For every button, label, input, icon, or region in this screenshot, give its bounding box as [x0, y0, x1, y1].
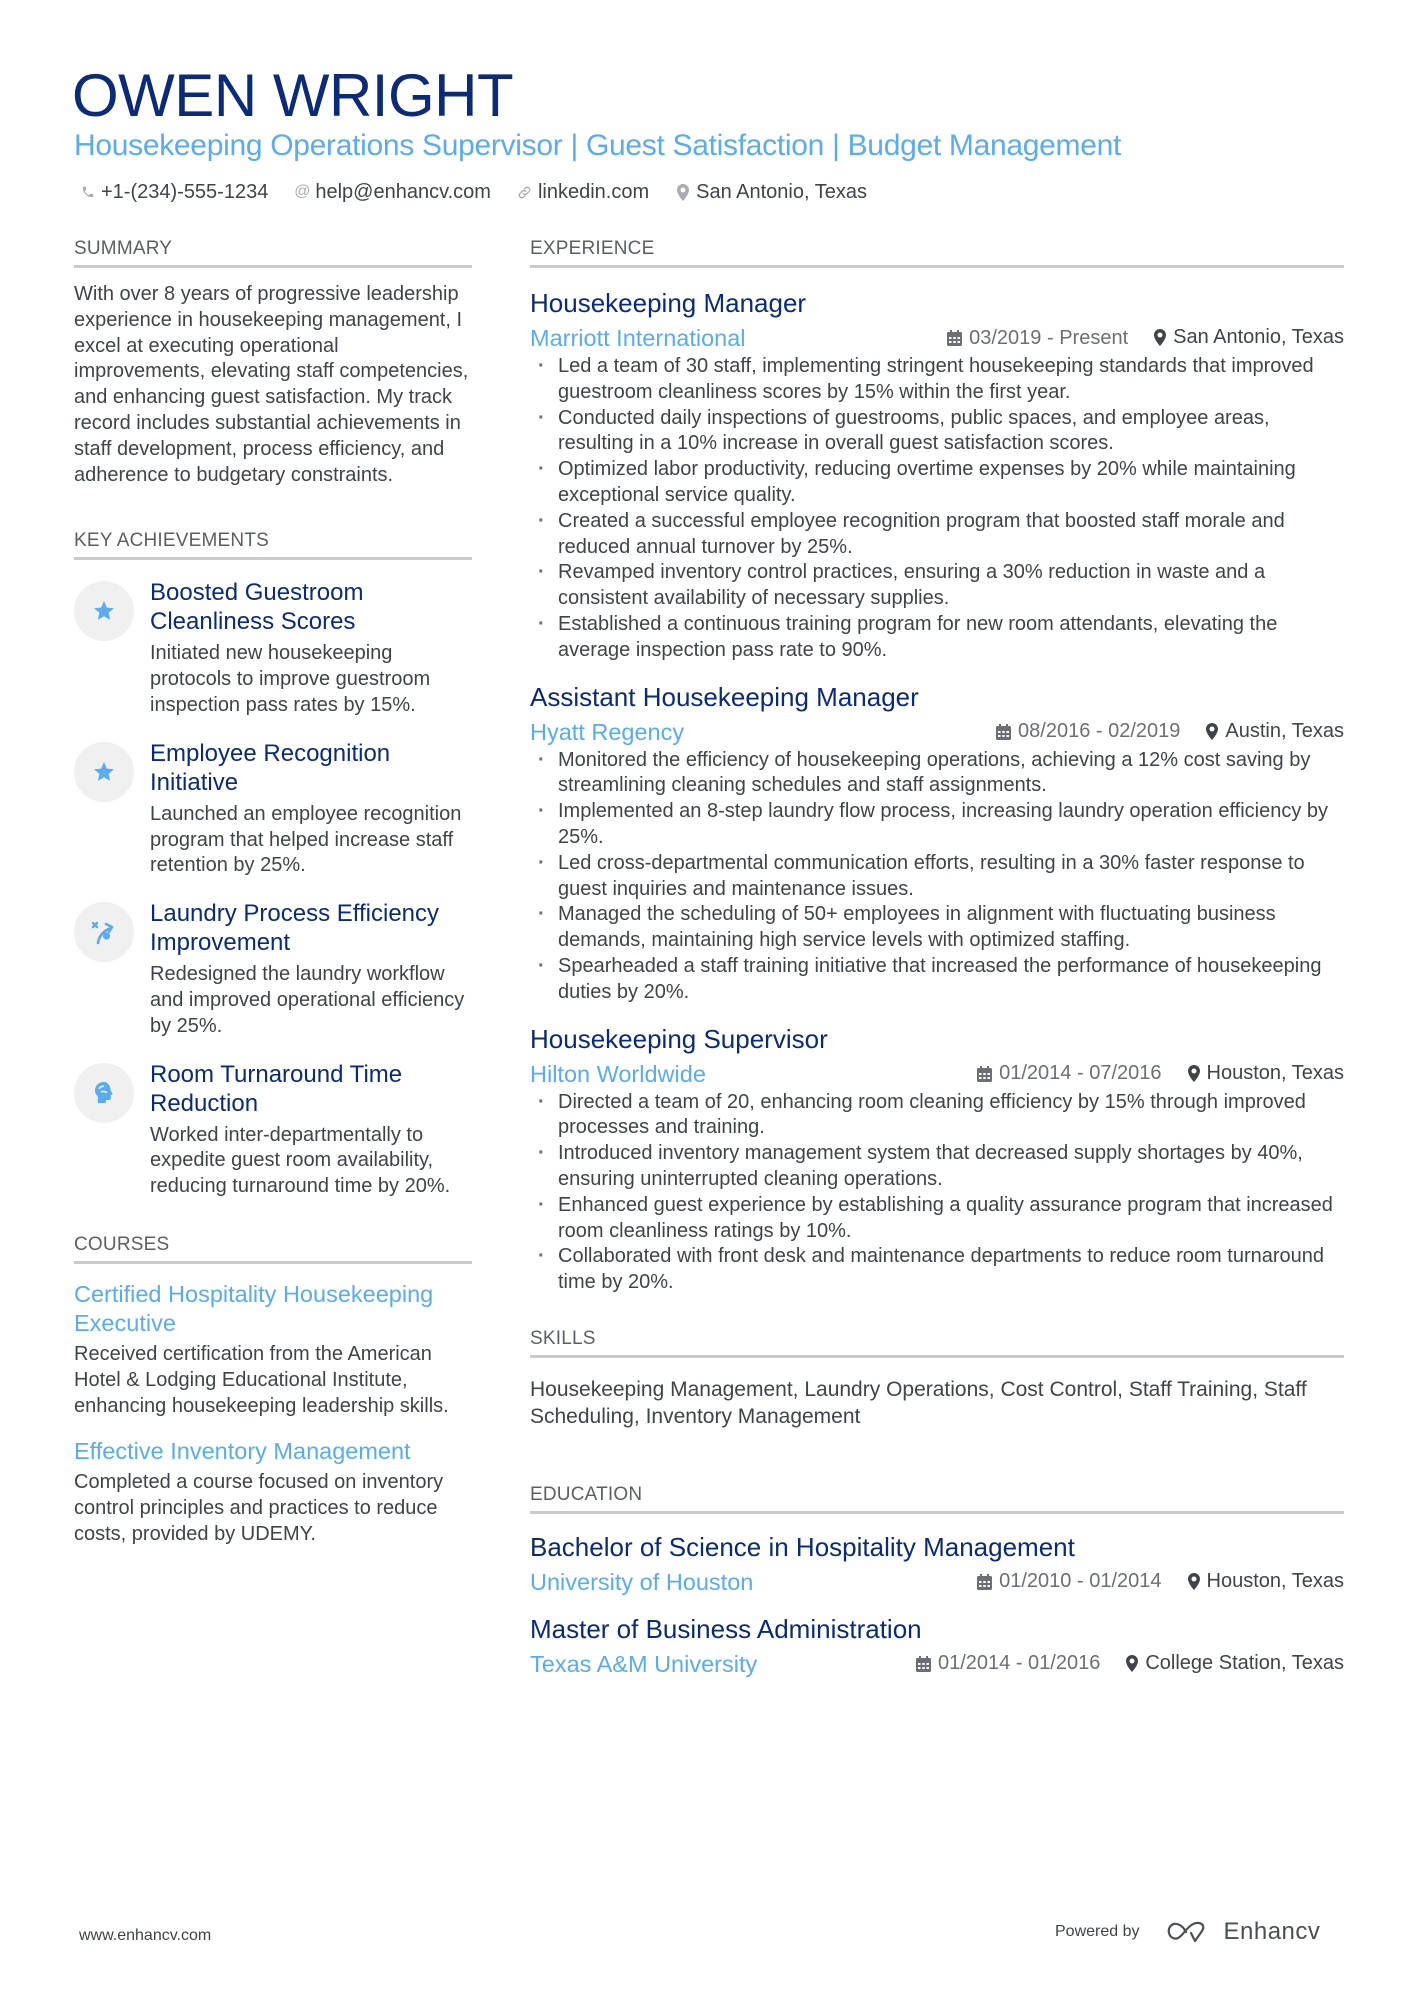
enhancv-logo-icon	[1166, 1920, 1212, 1944]
left-column	[74, 236, 472, 1566]
calendar-icon	[996, 724, 1011, 740]
achievement-desc: Worked inter-departmentally to expedite guest room availability, reducing turnaround time by 20%.	[150, 1123, 451, 1198]
bullet-item: · Enhanced guest experience by establishing a quality assurance program that increased room cleanliness ratings by 10%.	[530, 1193, 1344, 1245]
location-pin-icon	[1206, 723, 1218, 740]
job-company: Hyatt Regency	[530, 718, 685, 745]
contact-linkedin[interactable]	[517, 178, 649, 206]
location-pin-icon	[1154, 329, 1166, 346]
job-location: Austin, Texas	[1206, 720, 1344, 743]
bullet-item: · Established a continuous training program for new room attendants, elevating the average inspection pass rate to 90%.	[530, 612, 1344, 664]
bullet-item: · Conducted daily inspections of guestrooms, public spaces, and employee areas, resulting in a 10% increase in overall guest satisfaction scores.	[530, 406, 1344, 458]
link-icon	[517, 185, 533, 200]
powered-by-label: Powered by	[1055, 1923, 1140, 1940]
contact-phone[interactable]	[80, 178, 268, 206]
summary-section	[74, 236, 472, 488]
job-dates: 08/2016 - 02/2019	[996, 720, 1180, 743]
summary-heading: SUMMARY	[74, 236, 472, 268]
head-brain-icon	[74, 1063, 134, 1123]
job-bullets	[530, 1090, 1344, 1296]
bullet-item: · Spearheaded a staff training initiative that increased the performance of housekeeping duties by 20%.	[530, 954, 1344, 1006]
contact-location	[675, 178, 867, 206]
location-pin-icon	[1188, 1065, 1200, 1082]
candidate-name: OWEN WRIGHT	[72, 62, 514, 129]
bullet-item: · Led cross-departmental communication efforts, resulting in a 30% faster response to guest inquiries and maintenance issues.	[530, 851, 1344, 903]
course-item	[74, 1437, 472, 1547]
courses-section	[74, 1232, 472, 1548]
bullet-item: · Created a successful employee recognition program that boosted staff morale and reduced annual turnover by 25%.	[530, 509, 1344, 561]
phone-icon	[80, 184, 96, 200]
job-entry	[530, 1022, 1344, 1296]
achievement-title: Room Turnaround Time Reduction	[150, 1060, 403, 1117]
job-entry	[530, 286, 1344, 664]
star-icon	[74, 742, 134, 802]
job-entry	[530, 680, 1344, 1006]
bullet-item: · Directed a team of 20, enhancing room cleaning efficiency by 15% through improved processes and training.	[530, 1090, 1344, 1142]
job-company: Marriott International	[530, 325, 746, 351]
education-entry	[530, 1530, 1344, 1598]
courses-heading: COURSES	[74, 1232, 472, 1264]
job-bullets	[530, 354, 1344, 664]
location-pin-icon	[1126, 1655, 1138, 1672]
bullet-item: · Managed the scheduling of 50+ employees in alignment with fluctuating business demands, maintaining high service levels with optimized staffing.	[530, 902, 1344, 954]
calendar-icon	[916, 1656, 931, 1672]
star-icon	[74, 581, 134, 641]
achievement-desc: Launched an employee recognition program that helped increase staff retention by 25%.	[150, 802, 462, 877]
enhancv-logo	[1166, 1918, 1321, 1946]
calendar-icon	[977, 1066, 992, 1082]
job-title: Housekeeping Manager	[530, 288, 807, 318]
achievement-title: Employee Recognition Initiative	[150, 739, 391, 796]
achievements-heading: KEY ACHIEVEMENTS	[74, 528, 472, 560]
bullet-item: · Collaborated with front desk and maintenance departments to reduce room turnaround time by 20%.	[530, 1244, 1344, 1296]
summary-text: With over 8 years of progressive leadership experience in housekeeping management, I excel at executing operational improvements, elevating staff competencies, and enhancing guest satisfaction. My track record includes substantial achievements in staff development, process efficiency, and adherence to budgetary constraints.	[74, 283, 469, 486]
bullet-item: · Revamped inventory control practices, ensuring a 30% reduction in waste and a consistent availability of necessary supplies.	[530, 560, 1344, 612]
at-icon: @	[294, 183, 311, 200]
education-heading: EDUCATION	[530, 1482, 1344, 1514]
skills-heading: SKILLS	[530, 1326, 1344, 1358]
email-text: help@enhancv.com	[315, 181, 491, 203]
education-section	[530, 1482, 1344, 1680]
achievement-item	[74, 899, 472, 1039]
bullet-item: · Implemented an 8-step laundry flow process, increasing laundry operation efficiency by 25%.	[530, 799, 1344, 851]
right-column	[530, 236, 1344, 1680]
achievement-title: Laundry Process Efficiency Improvement	[150, 900, 440, 957]
degree-title: Bachelor of Science in Hospitality Management	[530, 1531, 1075, 1562]
achievement-item	[74, 1060, 472, 1200]
bullet-item: · Monitored the efficiency of housekeeping operations, achieving a 12% cost saving by streamlining cleaning schedules and staff assignments.	[530, 748, 1344, 800]
achievement-title: Boosted Guestroom Cleanliness Scores	[150, 579, 364, 636]
course-desc: Received certification from the American Hotel & Lodging Educational Institute, enhancing housekeeping leadership skills.	[74, 1342, 449, 1417]
footer-branding[interactable]	[1055, 1918, 1320, 1946]
course-item	[74, 1280, 472, 1419]
experience-section	[530, 236, 1344, 1296]
job-title: Assistant Housekeeping Manager	[530, 681, 919, 712]
contact-email[interactable]	[294, 178, 491, 206]
education-entry	[530, 1612, 1344, 1680]
phone-text: +1-(234)-555-1234	[101, 181, 269, 203]
calendar-icon	[977, 1574, 992, 1590]
enhancv-wordmark: Enhancv	[1223, 1918, 1321, 1945]
location-pin-icon	[1188, 1573, 1200, 1590]
course-desc: Completed a course focused on inventory control principles and practices to reduce costs, provided by UDEMY.	[74, 1471, 444, 1545]
job-dates: 01/2014 - 07/2016	[977, 1062, 1161, 1085]
bullet-item: · Optimized labor productivity, reducing overtime expenses by 20% while maintaining exceptional service quality.	[530, 457, 1344, 509]
location-pin-icon	[675, 184, 691, 201]
job-location: San Antonio, Texas	[1154, 326, 1344, 349]
location-text: San Antonio, Texas	[696, 181, 867, 203]
job-location: Houston, Texas	[1188, 1062, 1345, 1085]
achievement-item	[74, 739, 472, 879]
bullet-item: · Led a team of 30 staff, implementing stringent housekeeping standards that improved guestroom cleanliness scores by 15% within the first year.	[530, 354, 1344, 406]
degree-title: Master of Business Administration	[530, 1613, 922, 1644]
strategy-icon	[74, 902, 134, 962]
education-dates: 01/2014 - 01/2016	[916, 1652, 1100, 1675]
achievement-item	[74, 578, 472, 718]
skills-text: Housekeeping Management, Laundry Operations, Cost Control, Staff Training, Staff Scheduling, Inventory Management	[530, 1377, 1307, 1428]
contact-row	[80, 178, 867, 206]
achievement-desc: Redesigned the laundry workflow and improved operational efficiency by 25%.	[150, 963, 465, 1037]
education-dates: 01/2010 - 01/2014	[977, 1570, 1161, 1593]
job-title: Housekeeping Supervisor	[530, 1023, 828, 1054]
job-bullets	[530, 748, 1344, 1006]
course-title: Certified Hospitality Housekeeping Executive	[74, 1280, 434, 1336]
school-name: University of Houston	[530, 1568, 754, 1595]
job-company: Hilton Worldwide	[530, 1060, 706, 1087]
school-name: Texas A&M University	[530, 1650, 758, 1677]
education-location: Houston, Texas	[1188, 1570, 1345, 1593]
bullet-item: · Introduced inventory management system that decreased supply shortages by 40%, ensuring uninterrupted cleaning operations.	[530, 1141, 1344, 1193]
calendar-icon	[947, 330, 962, 346]
course-title: Effective Inventory Management	[74, 1438, 411, 1465]
achievement-desc: Initiated new housekeeping protocols to improve guestroom inspection pass rates by 15%.	[150, 642, 431, 716]
education-location: College Station, Texas	[1126, 1652, 1344, 1675]
achievements-section	[74, 528, 472, 1200]
skills-section	[530, 1326, 1344, 1430]
candidate-headline: Housekeeping Operations Supervisor | Guest Satisfaction | Budget Management	[74, 129, 1122, 162]
footer-website-link[interactable]: www.enhancv.com	[79, 1927, 212, 1944]
experience-heading: EXPERIENCE	[530, 236, 1344, 268]
linkedin-text: linkedin.com	[537, 181, 650, 203]
job-dates: 03/2019 - Present	[947, 327, 1128, 350]
